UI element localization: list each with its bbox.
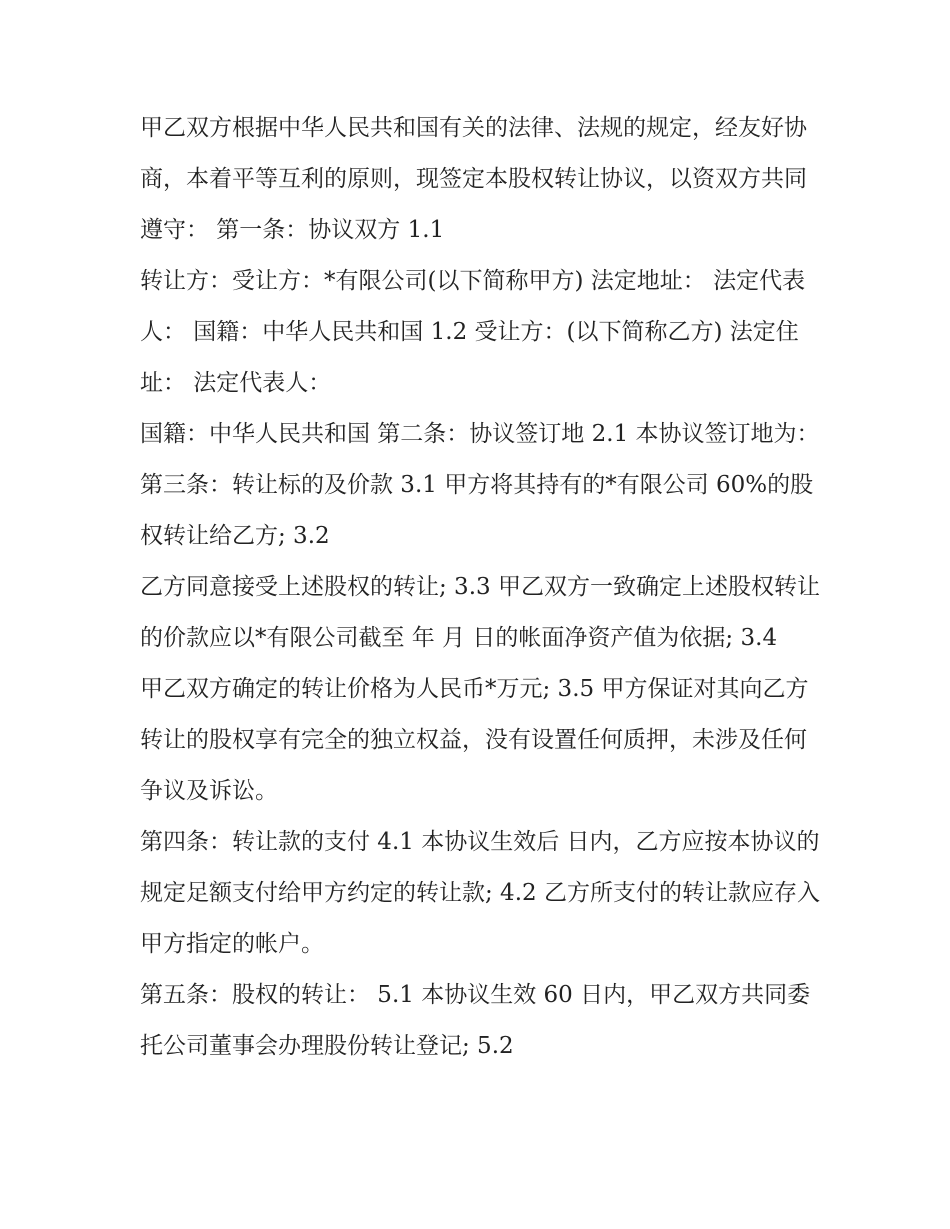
- paragraph-equity-transfer: 第五条：股权的转让： 5.1 本协议生效 60 日内，甲乙双方共同委托公司董事会办理股份转让登记; 5.2: [140, 982, 811, 1059]
- paragraph-payment: 第四条：转让款的支付 4.1 本协议生效后 日内，乙方应按本协议的规定足额支付给甲方约定的转让款; 4.2 乙方所支付的转让款应存入甲方指定的帐户。: [140, 829, 820, 957]
- paragraph-preamble: 甲乙双方根据中华人民共和国有关的法律、法规的规定，经友好协商，本着平等互利的原则，现签定本股权转让协议，以资双方共同遵守： 第一条：协议双方 1.1: [140, 115, 807, 243]
- document-body: [140, 103, 820, 1072]
- paragraph-parties: 转让方：受让方：*有限公司(以下简称甲方) 法定地址： 法定代表人： 国籍：中华人民共和国 1.2 受让方：(以下简称乙方) 法定住址： 法定代表人：: [140, 268, 806, 396]
- paragraph-acceptance-price-basis: 乙方同意接受上述股权的转让; 3.3 甲乙双方一致确定上述股权转让的价款应以*有限公司截至 年 月 日的帐面净资产值为依据; 3.4: [140, 574, 820, 651]
- paragraph-nationality-transfer-target: 国籍：中华人民共和国 第二条：协议签订地 2.1 本协议签订地为： 第三条：转让标的及价款 3.1 甲方将其持有的*有限公司 60%的股权转让给乙方; 3.2: [140, 421, 820, 549]
- paragraph-transfer-price: 甲乙双方确定的转让价格为人民币*万元; 3.5 甲方保证对其向乙方转让的股权享有完全的独立权益，没有设置任何质押，未涉及任何争议及诉讼。: [140, 676, 809, 804]
